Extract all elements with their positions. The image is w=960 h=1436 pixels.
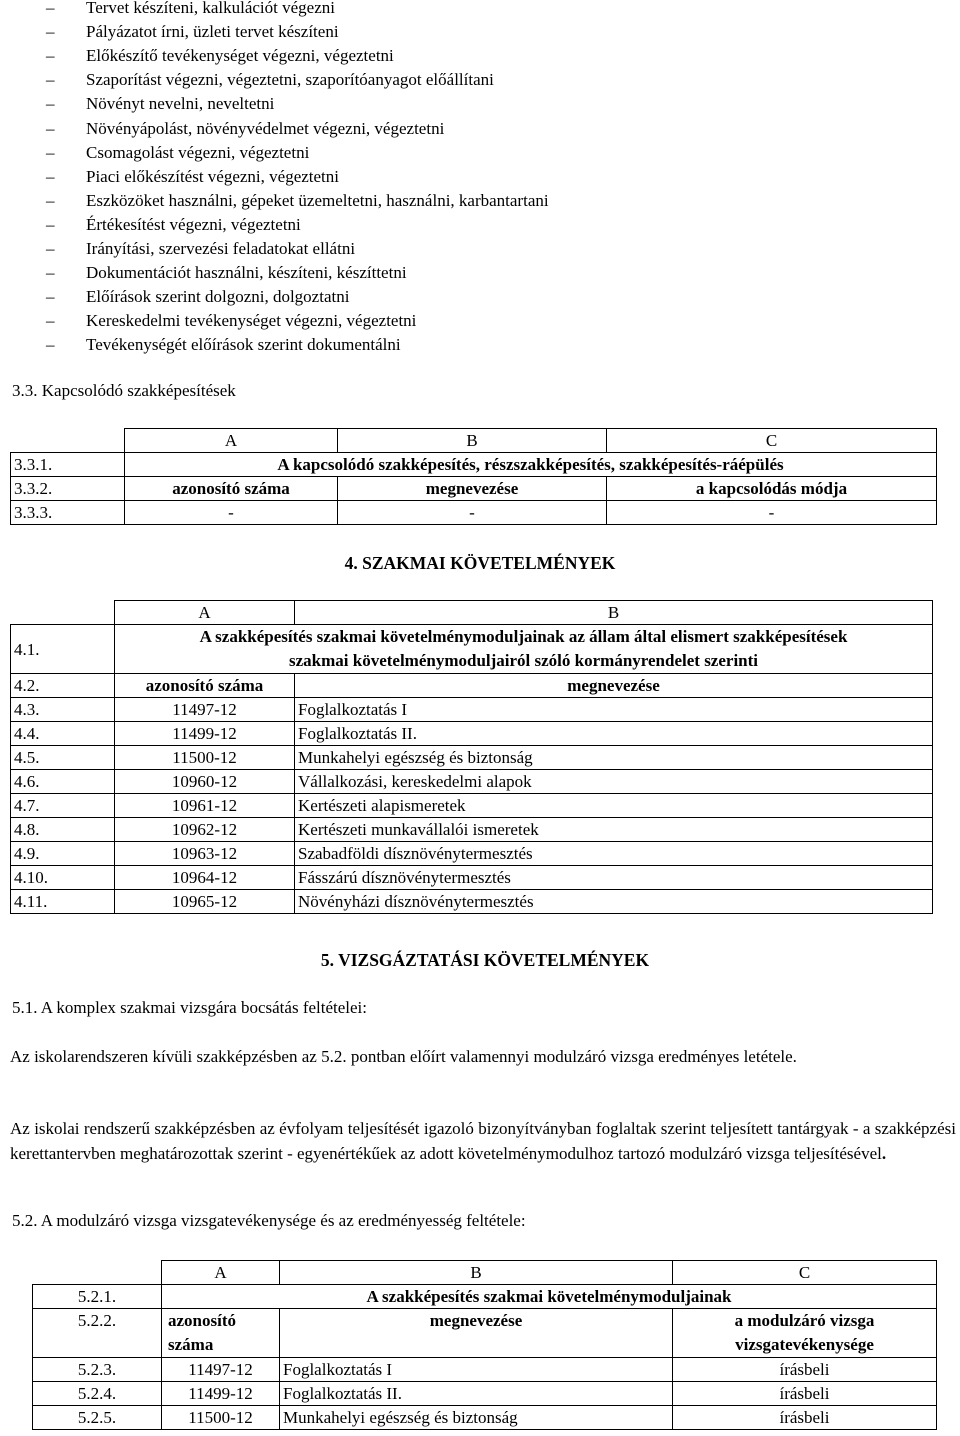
table-row: 4.9. 10963-12 Szabadföldi dísznövénytermesztés <box>11 842 933 866</box>
row-number: 3.3.3. <box>11 501 125 525</box>
module-requirements-table <box>10 600 933 914</box>
dash-bullet: – <box>46 311 55 330</box>
dash-bullet: – <box>46 70 55 89</box>
row-number: 5.2.1. <box>33 1285 162 1309</box>
list-item: – Piaci előkészítést végezni, végeztetni <box>46 165 339 189</box>
table-row: 4.8. 10962-12 Kertészeti munkavállalói ismeretek <box>11 818 933 842</box>
list-item: – Tervet készíteni, kalkulációt végezni <box>46 0 335 20</box>
column-header-b: B <box>280 1261 673 1285</box>
dash-bullet: – <box>46 46 55 65</box>
list-item: – Növényt nevelni, neveltetni <box>46 92 274 116</box>
column-header-a: A <box>162 1261 280 1285</box>
row-number: 4.2. <box>11 674 115 698</box>
dash-bullet: – <box>46 119 55 138</box>
list-item: – Dokumentációt használni, készíteni, készíttetni <box>46 261 407 285</box>
dash-bullet: – <box>46 22 55 41</box>
section-heading-3-3: 3.3. Kapcsolódó szakképesítések <box>12 381 236 400</box>
table-row: 4.6. 10960-12 Vállalkozási, kereskedelmi alapok <box>11 770 933 794</box>
dash-bullet: – <box>46 239 55 258</box>
dash-bullet: – <box>46 287 55 306</box>
section-heading-5-2: 5.2. A modulzáró vizsga vizsgatevékenysége és az eredményesség feltétele: <box>12 1211 526 1230</box>
list-item: – Irányítási, szervezési feladatokat ellátni <box>46 237 355 261</box>
section-heading-5-1: 5.1. A komplex szakmai vizsgára bocsátás feltételei: <box>12 998 367 1017</box>
table-row: 4.11. 10965-12 Növényházi dísznövénytermesztés <box>11 890 933 914</box>
list-item: – Előkészítő tevékenységet végezni, végeztetni <box>46 44 394 68</box>
table-row <box>11 625 933 674</box>
table-row: 4.10. 10964-12 Fásszárú dísznövénytermesztés <box>11 866 933 890</box>
column-header-b: B <box>338 429 607 453</box>
column-header-c: C <box>673 1261 937 1285</box>
paragraph-1: Az iskolarendszeren kívüli szakképzésben az 5.2. pontban előírt valamennyi modulzáró vizsga eredményes letétele. <box>10 1047 797 1066</box>
list-item: – Pályázatot írni, üzleti tervet készíteni <box>46 20 339 44</box>
dash-bullet: – <box>46 335 55 354</box>
related-qualifications-table <box>10 428 937 525</box>
table-row: 5.2.4. 11499-12 Foglalkoztatás II. írásbeli <box>33 1382 937 1406</box>
table-row: 4.7. 10961-12 Kertészeti alapismeretek <box>11 794 933 818</box>
dash-bullet: – <box>46 143 55 162</box>
merged-header: A kapcsolódó szakképesítés, részszakképesítés, szakképesítés-ráépülés <box>125 453 937 477</box>
table-row: 5.2.3. 11497-12 Foglalkoztatás I írásbeli <box>33 1358 937 1382</box>
row-number: 3.3.1. <box>11 453 125 477</box>
table-row <box>11 601 933 625</box>
paragraph-2: Az iskolai rendszerű szakképzésben az évfolyam teljesítését igazoló bizonyítványban foglaltak szerint teljesített tantárgyak - a szakképzési kerettantervben meghatározottak szerint - egyenértékűek az adott követelménymodulhoz tartozó modulzáró vizsga teljesítésével. <box>10 1119 956 1163</box>
dash-bullet: – <box>46 191 55 210</box>
table-row: 4.2. azonosító száma megnevezése <box>11 674 933 698</box>
merged-header: A szakképesítés szakmai követelménymoduljainak az állam által elismert szakképesítések szakmai követelménymoduljairól szóló kormányrendelet szerinti <box>115 625 933 674</box>
table-row <box>33 1285 937 1309</box>
dash-bullet: – <box>46 94 55 113</box>
column-header-c: C <box>607 429 937 453</box>
list-item: – Szaporítást végezni, végeztetni, szaporítóanyagot előállítani <box>46 68 494 92</box>
table-row: 4.3. 11497-12 Foglalkoztatás I <box>11 698 933 722</box>
row-number: 3.3.2. <box>11 477 125 501</box>
column-header-a: A <box>115 601 295 625</box>
table-row: 5.2.2. azonosító száma megnevezése a modulzáró vizsga vizsgatevékenysége <box>33 1309 937 1358</box>
table-row <box>33 1261 937 1285</box>
row-number: 5.2.2. <box>33 1309 162 1358</box>
list-item: – Tevékenységét előírások szerint dokumentálni <box>46 333 401 357</box>
table-row <box>11 429 937 453</box>
section-title-4: 4. SZAKMAI KÖVETELMÉNYEK <box>344 553 616 573</box>
list-item: – Növényápolást, növényvédelmet végezni, végeztetni <box>46 117 444 141</box>
list-item: – Eszközöket használni, gépeket üzemeltetni, használni, karbantartani <box>46 189 549 213</box>
section-title-5: 5. VIZSGÁZTATÁSI KÖVETELMÉNYEK <box>320 950 650 970</box>
table-row: 4.5. 11500-12 Munkahelyi egészség és biztonság <box>11 746 933 770</box>
column-header-a: A <box>125 429 338 453</box>
table-row: 3.3.3. - - - <box>11 501 937 525</box>
module-exam-table <box>32 1260 937 1430</box>
dash-bullet: – <box>46 263 55 282</box>
list-item: – Kereskedelmi tevékenységet végezni, végeztetni <box>46 309 416 333</box>
list-item: – Értékesítést végezni, végeztetni <box>46 213 301 237</box>
column-header-b: B <box>295 601 933 625</box>
merged-header: A szakképesítés szakmai követelménymoduljainak <box>162 1285 937 1309</box>
dash-bullet: – <box>46 167 55 186</box>
dash-bullet: – <box>46 215 55 234</box>
list-item: – Csomagolást végezni, végeztetni <box>46 141 309 165</box>
table-row: 5.2.5. 11500-12 Munkahelyi egészség és biztonság írásbeli <box>33 1406 937 1430</box>
row-number: 4.1. <box>11 625 115 674</box>
dash-bullet: – <box>46 0 55 17</box>
table-row: 3.3.2. azonosító száma megnevezése a kapcsolódás módja <box>11 477 937 501</box>
table-row: 4.4. 11499-12 Foglalkoztatás II. <box>11 722 933 746</box>
table-row <box>11 453 937 477</box>
list-item: – Előírások szerint dolgozni, dolgoztatni <box>46 285 349 309</box>
